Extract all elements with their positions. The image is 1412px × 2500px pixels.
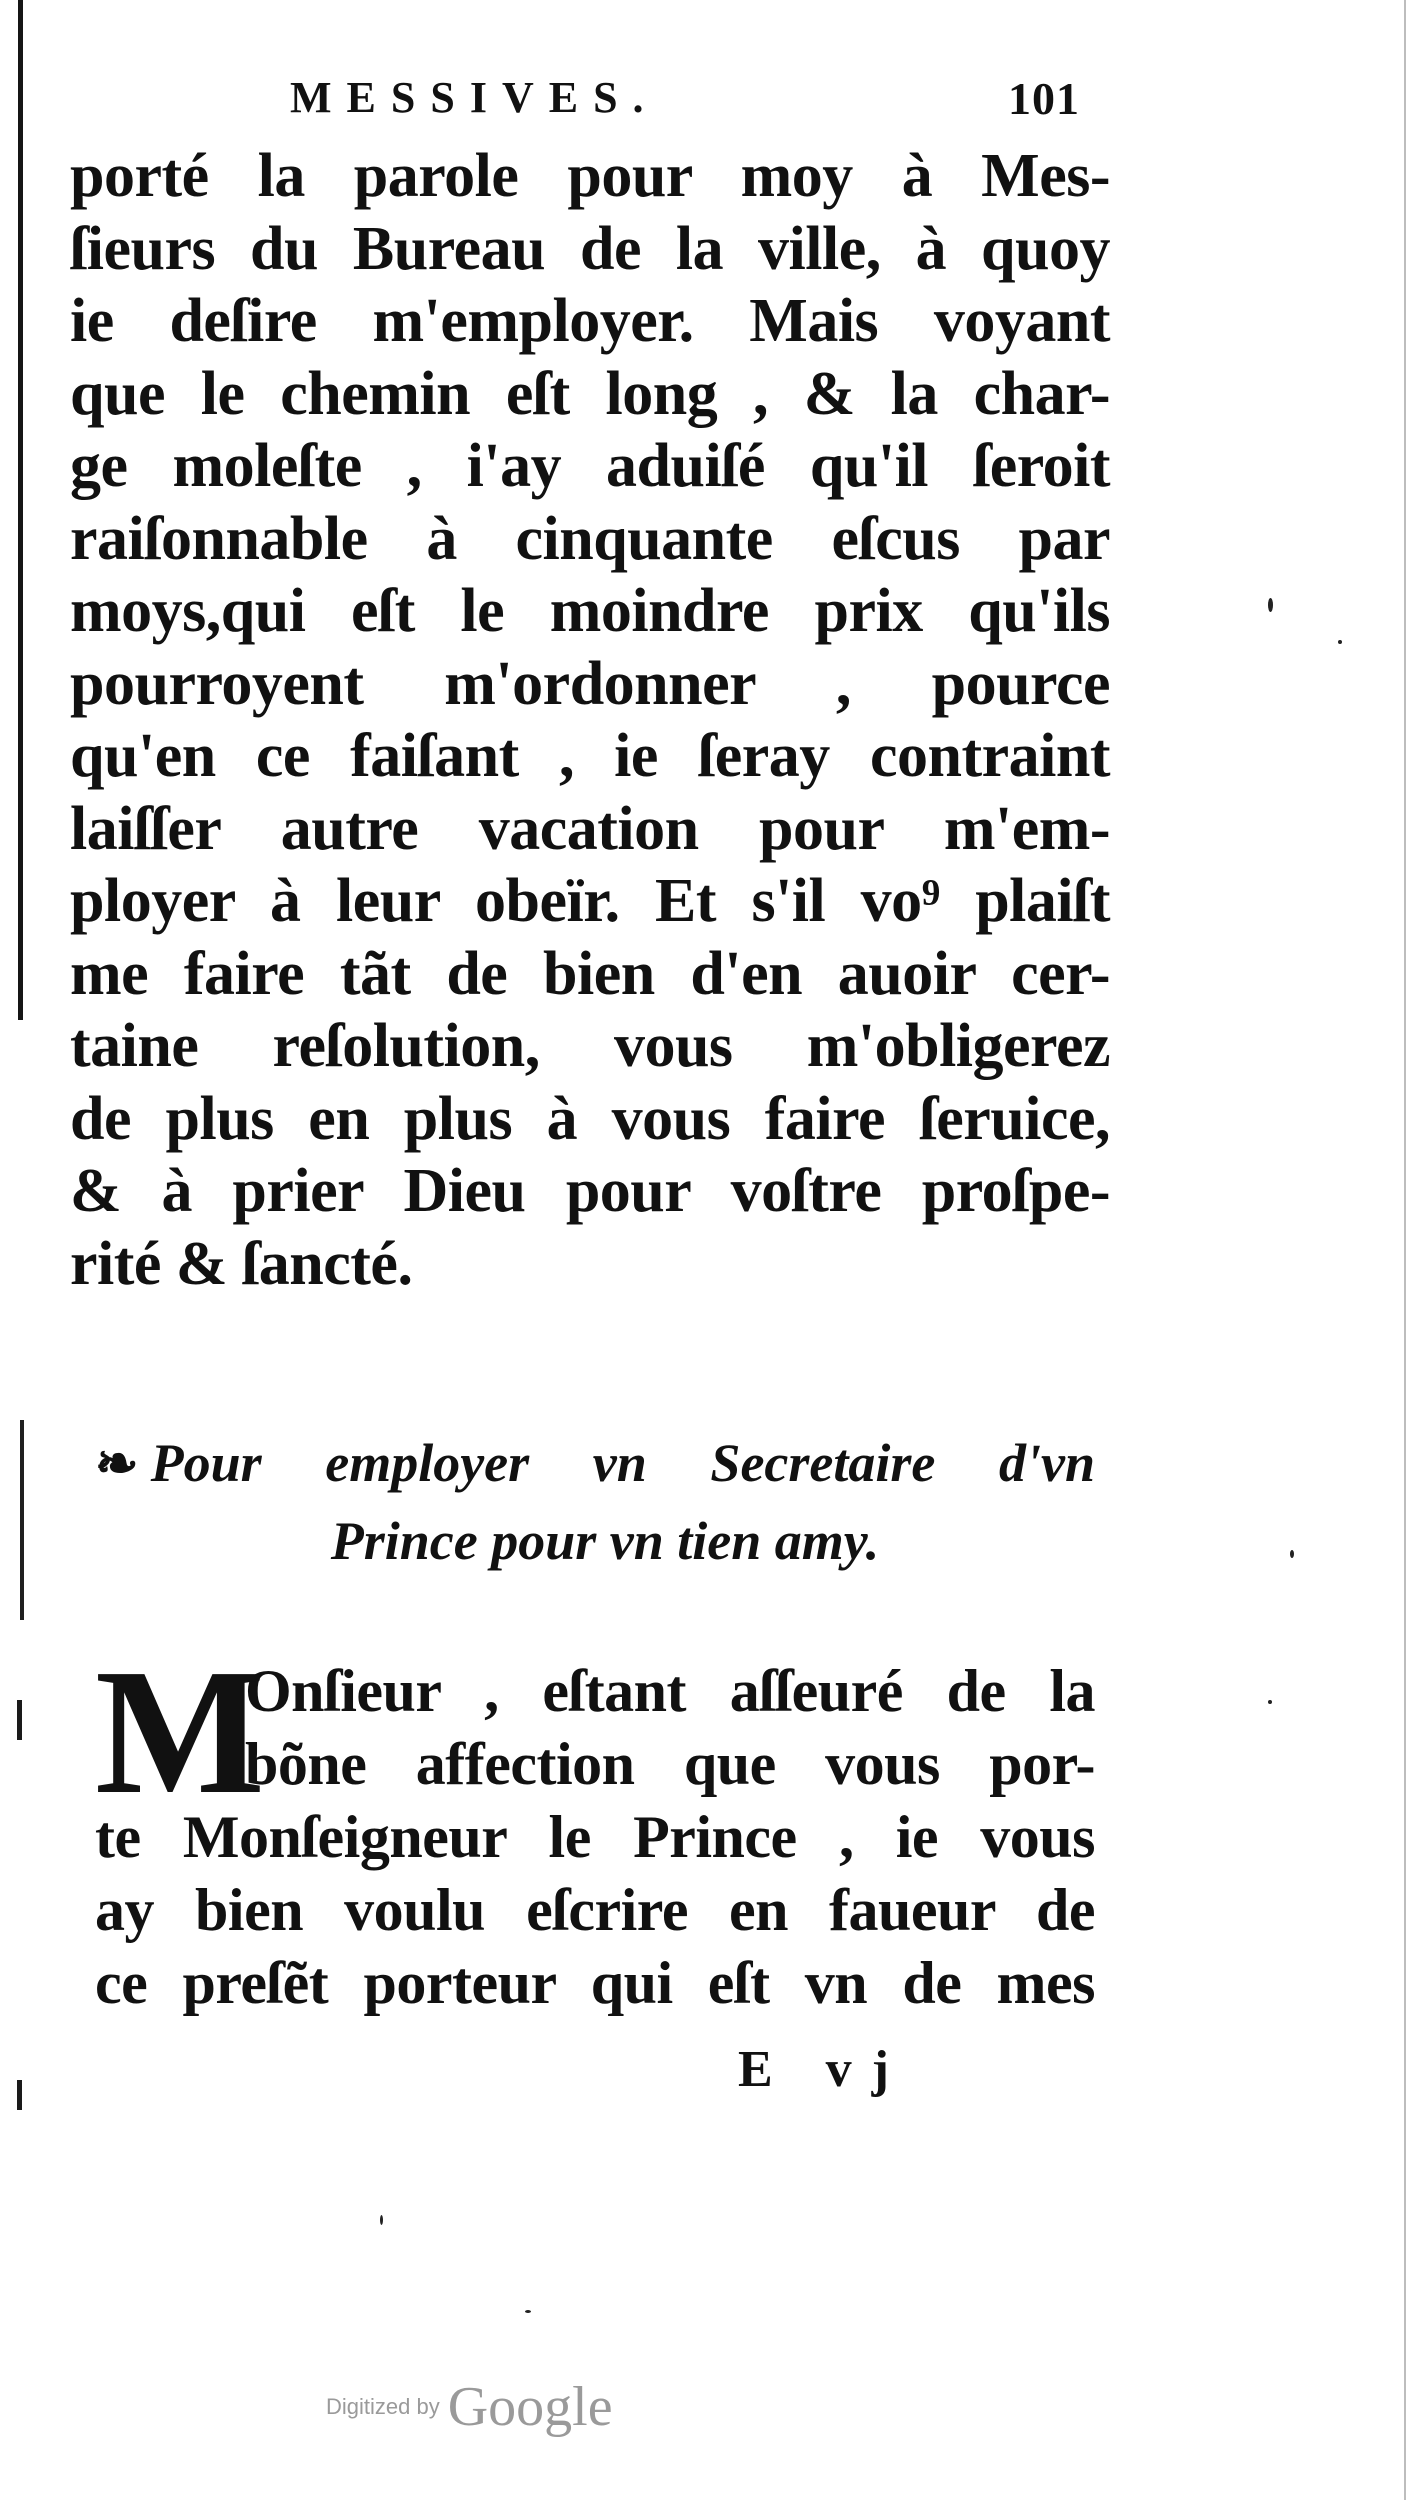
text-line: qu'en ce faiſant , ie ſeray contraint (70, 722, 1110, 790)
letter-body (95, 1632, 1095, 2020)
letter-line: Onſieur , eſtant aſſeuré de la (245, 1658, 1095, 1724)
letter-line: bõne affection que vous por- (245, 1731, 1095, 1797)
text-line: ployer à leur obeïr. Et s'il vo⁹ plaiſt (70, 867, 1110, 935)
text-line: ge moleſte , i'ay aduiſé qu'il ſeroit (70, 432, 1110, 500)
page-header (290, 72, 1080, 132)
text-line: de plus en plus à vous faire ſeruice, (70, 1084, 1110, 1153)
binding-edge (18, 0, 23, 1020)
text-line: ie deſire m'employer. Mais voyant (70, 287, 1110, 355)
ink-speck (1290, 1550, 1294, 1558)
binding-edge-lower (20, 1420, 24, 1620)
signature-mark: E vj (738, 2041, 909, 2098)
drop-cap: M (95, 1632, 265, 1831)
digitized-watermark (326, 2375, 613, 2439)
text-line: ſieurs du Bureau de la ville, à quoy (70, 214, 1110, 283)
text-line: & à prier Dieu pour voſtre proſpe- (70, 1157, 1110, 1225)
watermark-prefix: Digitized by (326, 2394, 440, 2419)
section-heading (95, 1425, 1095, 1579)
text-line: rité & ſancté. (70, 1229, 413, 1298)
text-line: pourroyent m'ordonner , pource (70, 649, 1110, 718)
ink-speck (1338, 640, 1342, 644)
text-line: porté la parole pour moy à Mes- (70, 142, 1110, 210)
ink-speck (1268, 598, 1273, 612)
fleuron-icon: ❧ (95, 1436, 139, 1493)
heading-line-2: Prince pour vn tien amy. (330, 1511, 880, 1571)
edge-mark (17, 1700, 22, 1740)
page-number: 101 (1008, 73, 1080, 124)
letter-line: ay bien voulu eſcrire en faueur de (95, 1877, 1095, 1943)
text-line: raiſonnable à cinquante eſcus par (70, 504, 1110, 573)
text-line: laiſſer autre vacation pour m'em- (70, 794, 1110, 863)
watermark-brand: Google (447, 2376, 613, 2438)
page-right-edge (1404, 0, 1406, 2500)
letter-line: ce preſẽt porteur qui eſt vn de mes (95, 1950, 1095, 2016)
text-line: taine reſolution, vous m'obligerez (70, 1012, 1110, 1080)
ink-speck (525, 2310, 531, 2313)
ink-speck (1268, 1700, 1272, 1704)
heading-text-1: Pour employer vn Secretaire d'vn (150, 1433, 1095, 1493)
ink-speck (380, 2215, 383, 2225)
heading-line-1 (95, 1425, 1095, 1503)
text-line: moys,qui eſt le moindre prix qu'ils (70, 577, 1110, 645)
running-head: MESSIVES. (290, 73, 659, 122)
edge-mark (17, 2080, 22, 2110)
letter-line: te Monſeigneur le Prince , ie vous (95, 1804, 1095, 1870)
text-line: que le chemin eſt long , & la char- (70, 359, 1110, 428)
text-line: me faire tãt de bien d'en auoir cer- (70, 939, 1110, 1008)
body-text (70, 140, 1110, 1300)
